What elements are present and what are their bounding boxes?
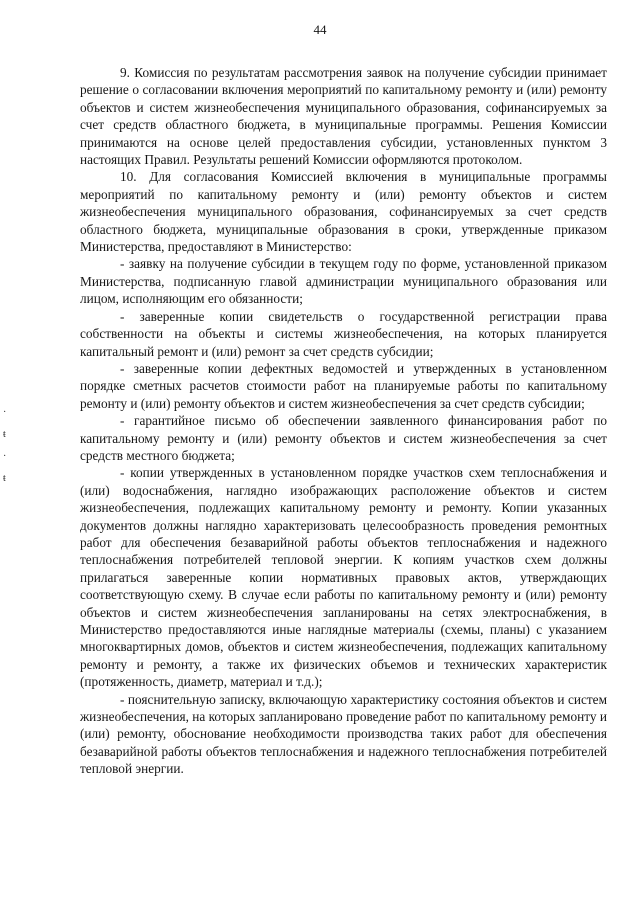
paragraph-9: 9. Комиссия по результатам рассмотрения заявок на получение субсидии принимает решение о согласовании включения мероприятий по капитальному ремонту и (или) ремонту объектов и систем жизнеобеспечения муниципального образования, софинансируемых за счет средств областного бюджета, в муниципальные программы. Решения Комиссии принимаются на основе целей предоставления субсидии, установленных пунктом 3 настоящих Правил. Результаты решений Комиссии оформляются протоколом.	[80, 65, 607, 168]
document-body	[80, 64, 607, 778]
list-item-defect-statements: - заверенные копии дефектных ведомостей и утвержденных в установленном порядке сметных расчетов стоимости работ на планируемые работы по капитальному ремонту и (или) ремонту объектов и систем жизнеобеспечения за счет средств субсидии;	[80, 360, 607, 411]
list-item-scheme-copies: - копии утвержденных в установленном порядке участков схем теплоснабжения и (или) водоснабжения, наглядно изображающих расположение объектов и систем жизнеобеспечения, подлежащих капитальному ремонту и ремонту. Копии указанных документов должны наглядно характеризовать целесообразность проведения ремонтных работ для обеспечения безаварийной работы объектов теплоснабжения и надежного теплоснабжения потребителей тепловой энергии. К копиям участков схем должны прилагаться заверенные копии нормативных правовых актов, утверждающих соответствующую схему. В случае если работы по капитальному ремонту и (или) ремонту объектов и систем жизнеобеспечения запланированы на сетях электроснабжения, в Министерство предоставляются иные наглядные материалы (схемы, планы) с указанием многоквартирных домов, объектов и систем жизнеобеспечения, подлежащих капитальному ремонту и ремонту, а также их физических объемов и технических характеристик (протяженность, диаметр, материал и т.д.);	[80, 465, 607, 690]
list-item-explanatory-note: - пояснительную записку, включающую характеристику состояния объектов и систем жизнеобеспечения, на которых запланировано проведение работ по капитальному ремонту и (или) ремонту, обоснование необходимости производства таких работ для обеспечения безаварийной работы объектов теплоснабжения и надежного теплоснабжения потребителей тепловой энергии.	[80, 691, 607, 777]
page-number: 44	[313, 22, 327, 37]
paragraph-10: 10. Для согласования Комиссией включения в муниципальные программы мероприятий по капитальному ремонту и (или) ремонту объектов и систем жизнеобеспечения муниципального образования, софинансируемых за счет средств областного бюджета, муниципальные образования в сроки, утвержденные приказом Министерства, предоставляют в Министерство:	[80, 169, 607, 255]
scan-margin-marks: · ŧ · ŧ	[3, 407, 7, 484]
list-item-application: - заявку на получение субсидии в текущем году по форме, установленной приказом Министерства, подписанную главой администрации муниципального образования или лицом, исполняющим его обязанности;	[80, 256, 607, 307]
list-item-ownership-certificates: - заверенные копии свидетельств о государственной регистрации права собственности на объекты и системы жизнеобеспечения, на которых планируется капитальный ремонт и (или) ремонт за счет средств субсидии;	[80, 308, 607, 359]
list-item-guarantee-letter: - гарантийное письмо об обеспечении заявленного финансирования работ по капитальному ремонту и (или) ремонту объектов и систем жизнеобеспечения за счет средств местного бюджета;	[80, 413, 607, 463]
